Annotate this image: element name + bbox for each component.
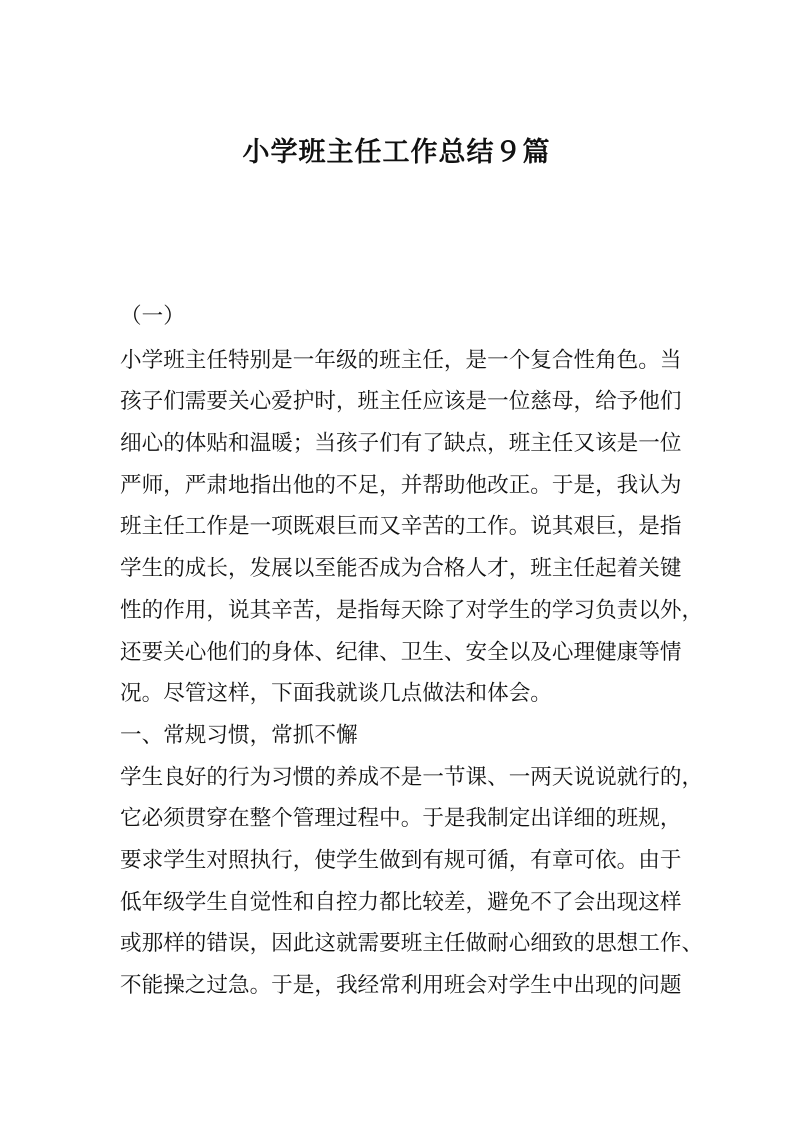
text-line: 学生良好的行为习惯的养成不是一节课、一两天说说就行的， bbox=[120, 764, 704, 790]
text-line: 低年级学生自觉性和自控力都比较差，避免不了会出现这样 bbox=[120, 889, 682, 915]
text-line: 它必须贯穿在整个管理过程中。于是我制定出详细的班规， bbox=[120, 806, 682, 832]
document-body bbox=[120, 296, 704, 1007]
text-line: 要求学生对照执行，使学生做到有规可循，有章可依。由于 bbox=[120, 847, 682, 873]
text-line: 或那样的错误，因此这就需要班主任做耐心细致的思想工作、 bbox=[120, 931, 704, 957]
text-line: 还要关心他们的身体、纪律、卫生、安全以及心理健康等情 bbox=[120, 639, 682, 665]
paragraph-lines bbox=[120, 340, 704, 1007]
text-line: 不能操之过急。于是，我经常利用班会对学生中出现的问题 bbox=[120, 973, 682, 998]
section-heading: 一、常规习惯，常抓不懈 bbox=[120, 722, 358, 748]
text-line: 况。尽管这样，下面我就谈几点做法和体会。 bbox=[120, 681, 552, 707]
text-line: 小学班主任特别是一年级的班主任，是一个复合性角色。当 bbox=[120, 347, 682, 373]
text-line: 严师，严肃地指出他的不足，并帮助他改正。于是，我认为 bbox=[120, 472, 682, 498]
text-line: 性的作用，说其辛苦，是指每天除了对学生的学习负责以外， bbox=[120, 597, 704, 623]
document-title: 小学班主任工作总结９篇 bbox=[242, 137, 551, 168]
text-line: 学生的成长，发展以至能否成为合格人才，班主任起着关键 bbox=[120, 556, 682, 582]
section-label: （一） bbox=[120, 304, 185, 329]
text-line: 孩子们需要关心爱护时，班主任应该是一位慈母，给予他们 bbox=[120, 389, 682, 415]
text-line: 班主任工作是一项既艰巨而又辛苦的工作。说其艰巨，是指 bbox=[120, 514, 682, 540]
text-line: 细心的体贴和温暖；当孩子们有了缺点，班主任又该是一位 bbox=[120, 431, 682, 457]
